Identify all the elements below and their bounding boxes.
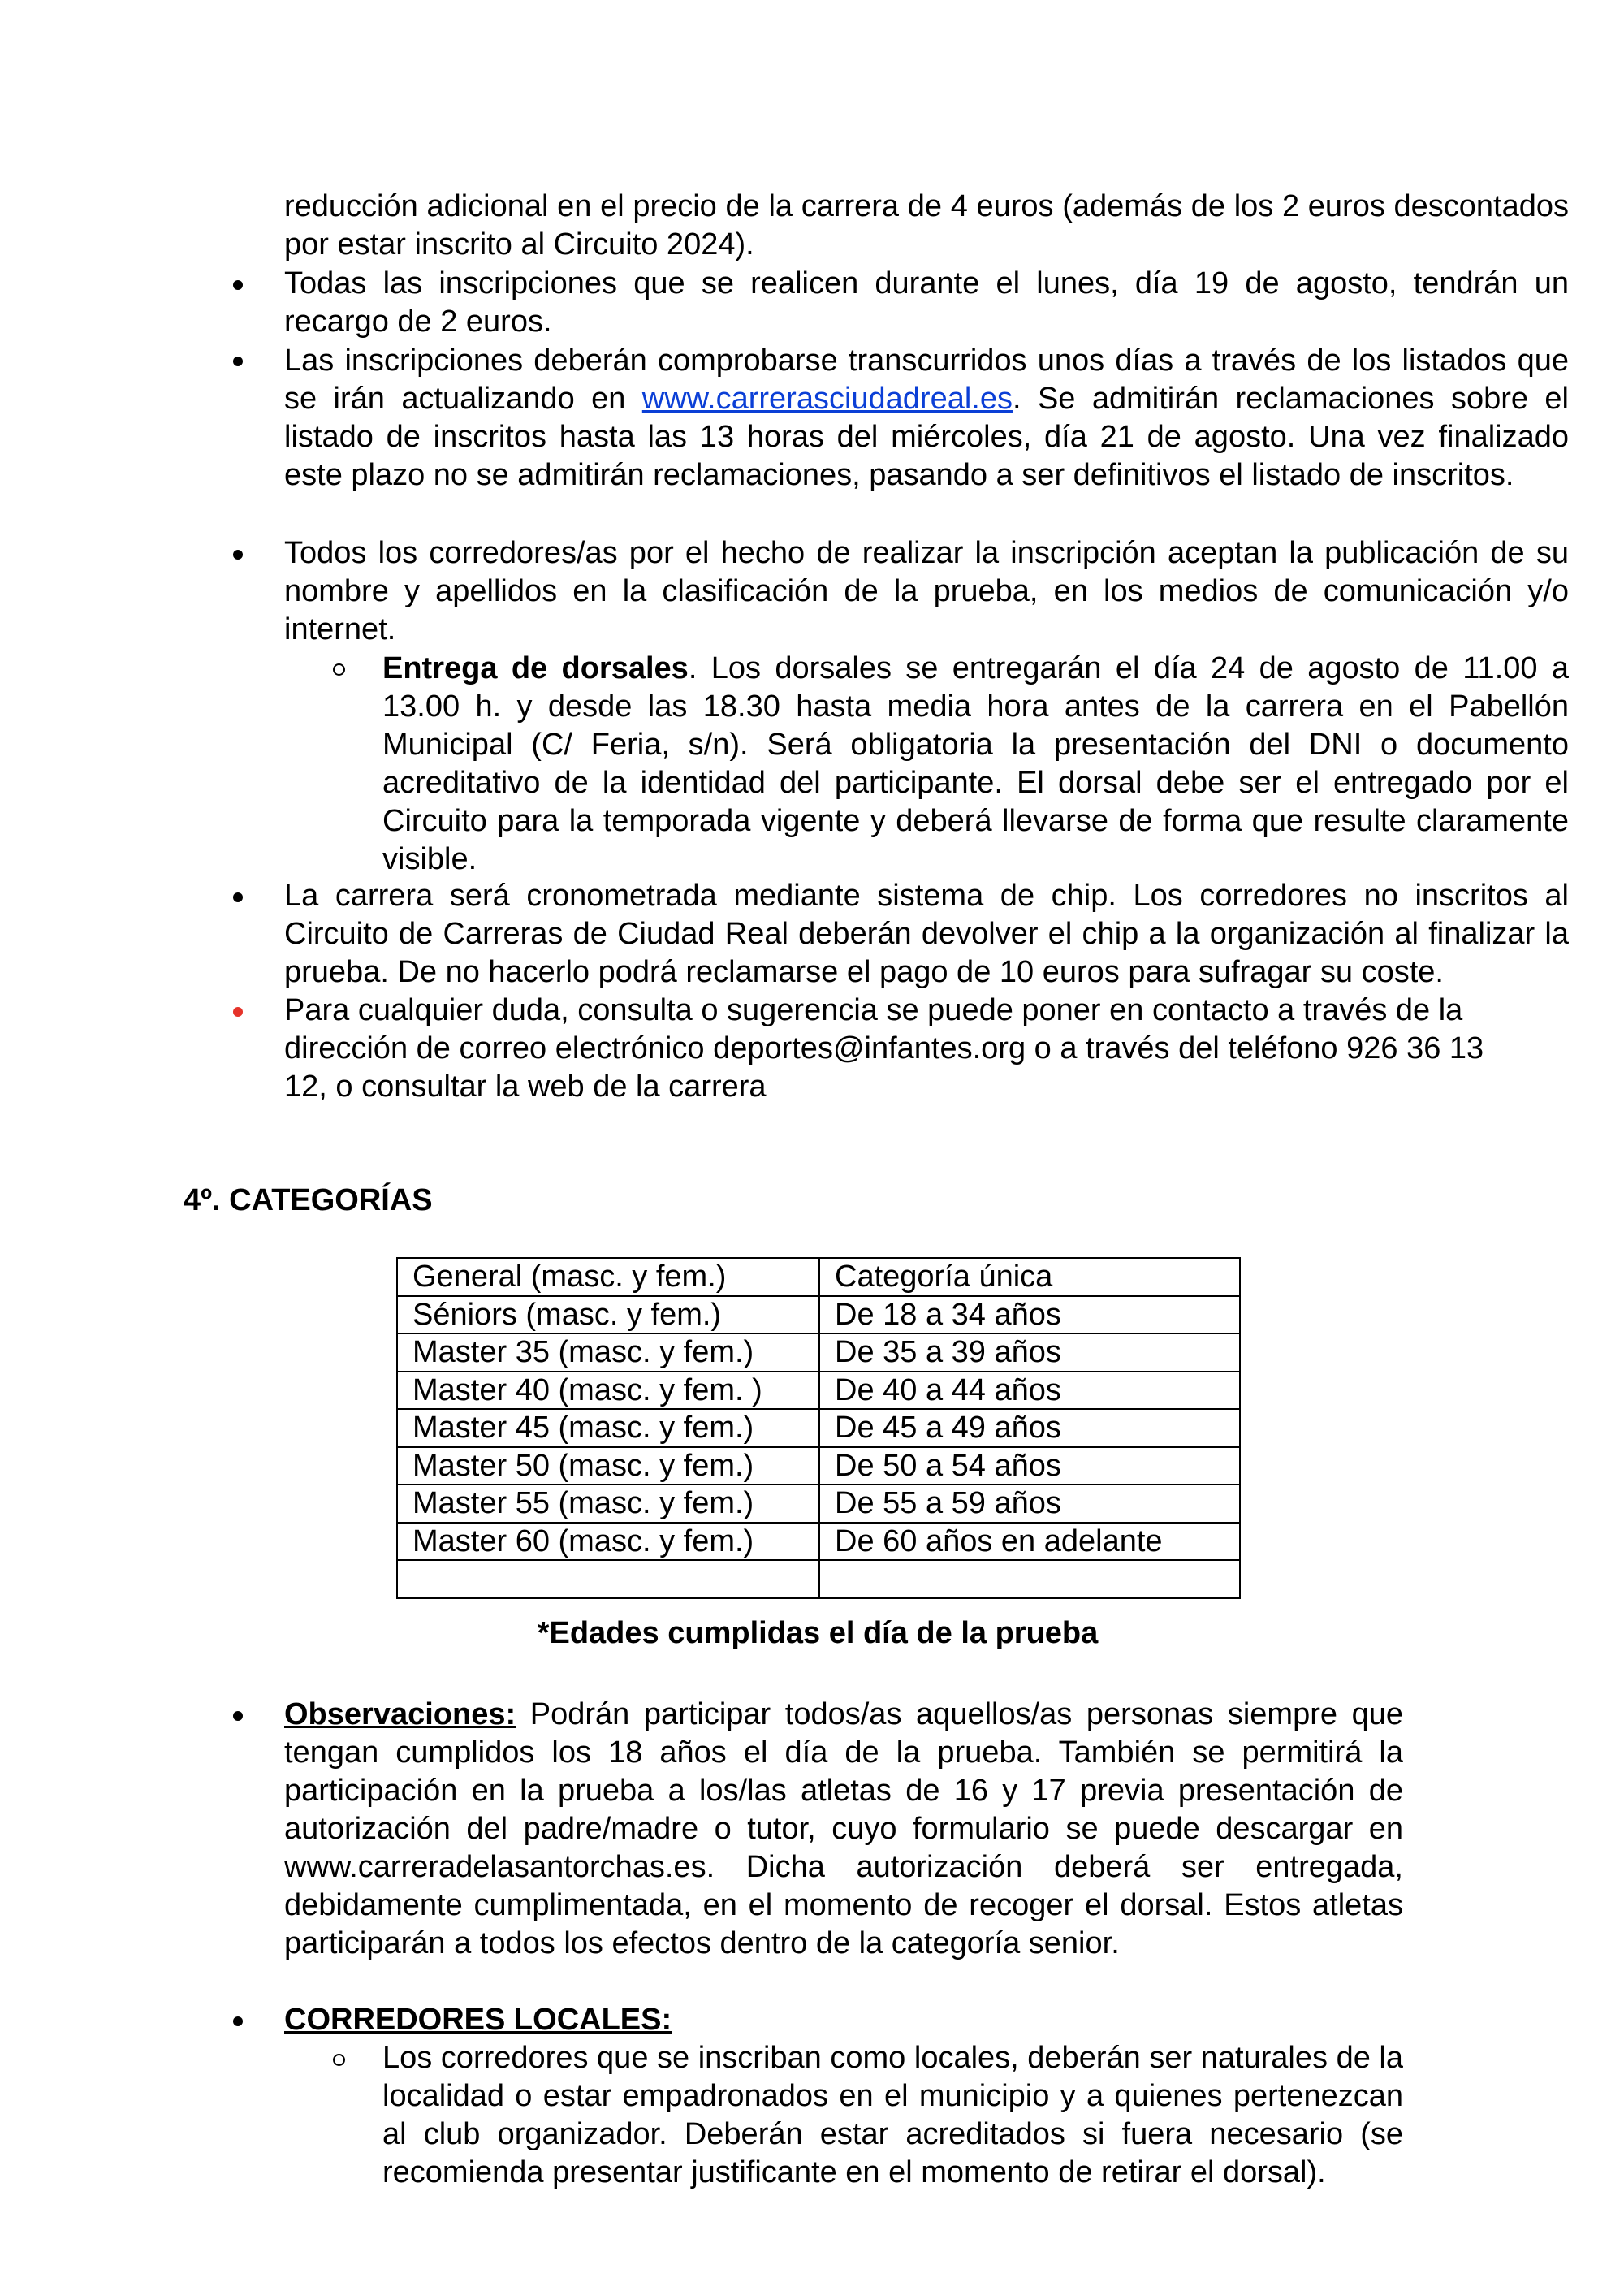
observaciones-title: Observaciones: — [284, 1697, 516, 1731]
bullet-icon — [233, 357, 243, 366]
contact-line-3: 12, o consultar la web de la carrera — [284, 1070, 767, 1104]
check-listings-text — [284, 342, 1569, 495]
category-age-cell: De 18 a 34 años — [819, 1296, 1240, 1334]
table-row — [397, 1296, 1240, 1334]
category-age-cell: De 60 años en adelante — [819, 1523, 1240, 1561]
category-age-cell — [819, 1560, 1240, 1598]
table-row — [397, 1258, 1240, 1296]
category-name-cell: Master 45 (masc. y fem.) — [397, 1409, 819, 1447]
contact-email[interactable]: deportes@infantes.org — [713, 1031, 1026, 1065]
category-name-cell: General (masc. y fem.) — [397, 1258, 819, 1296]
categories-table — [396, 1257, 1241, 1599]
circle-bullet-icon — [333, 663, 345, 676]
dorsales-body: . Los dorsales se entregarán el día 24 de agosto de 11.00 a 13.00 h. y desde las 18.30 hasta media hora antes de la carrera en el Pabellón Municipal (C/ Feria, s/n). Será obligatoria la presentación del DNI o documento acreditativo de la identidad del participante. El dorsal debe ser el entregado por el Circuito para la temporada vigente y deberá llevarse de forma que resulte claramente visible. — [382, 651, 1569, 876]
category-name-cell: Master 40 (masc. y fem. ) — [397, 1372, 819, 1410]
table-row — [397, 1447, 1240, 1485]
list-item-dorsales — [382, 650, 1569, 879]
bullet-icon — [233, 1711, 243, 1721]
category-age-cell: Categoría única — [819, 1258, 1240, 1296]
monday-text: Todas las inscripciones que se realicen durante el lunes, día 19 de agosto, tendrán un recargo de 2 euros. — [284, 266, 1569, 339]
category-name-cell: Séniors (masc. y fem.) — [397, 1296, 819, 1334]
list-item-locales — [284, 2001, 1403, 2039]
table-row — [397, 1409, 1240, 1447]
category-name-cell — [397, 1560, 819, 1598]
publication-text: Todos los corredores/as por el hecho de realizar la inscripción aceptan la publicación de su nombre y apellidos en la clasificación de la prueba, en los medios de comunicación y/o internet. — [284, 536, 1569, 646]
contact-line-1: Para cualquier duda, consulta o sugerencia se puede poner en contacto a través de la — [284, 993, 1463, 1027]
red-bullet-icon — [233, 1007, 243, 1017]
contact-line-2-post: o a través del teléfono 926 36 13 — [1026, 1031, 1484, 1065]
table-row — [397, 1333, 1240, 1372]
table-row — [397, 1485, 1240, 1523]
check-pre-text: Las inscripciones deberán comprobarse transcurridos unos días a través de los listados que se irán actualizando en — [284, 344, 1569, 416]
locales-text: Los corredores que se inscriban como locales, deberán ser naturales de la localidad o estar empadronados en el municipio y a quienes pertenezcan al club organizador. Deberán estar acreditados si fuera necesario (se recomienda presentar justificante en el momento de retirar el dorsal). — [382, 2041, 1403, 2189]
locales-title-line — [284, 2001, 1403, 2039]
table-row — [397, 1372, 1240, 1410]
list-item-monday — [284, 265, 1569, 341]
list-item-chip — [284, 877, 1569, 992]
category-name-cell: Master 50 (masc. y fem.) — [397, 1447, 819, 1485]
list-item-observaciones — [284, 1696, 1403, 1963]
list-item-publication — [284, 534, 1569, 649]
carreras-ciudad-real-link[interactable]: www.carrerasciudadreal.es — [641, 382, 1013, 416]
category-name-cell: Master 60 (masc. y fem.) — [397, 1523, 819, 1561]
check-post-text: . Se admitirán reclamaciones sobre el listado de inscritos hasta las 13 horas del miércoles, día 21 de agosto. Una vez finalizado este plazo no se admitirán reclamaciones, pasando a ser definitivos el listado de inscritos. — [284, 382, 1569, 492]
chip-text: La carrera será cronometrada mediante sistema de chip. Los corredores no inscritos al Circuito de Carreras de Ciudad Real deberán devolver el chip a la organización al finalizar la prueba. De no hacerlo podrá reclamarse el pago de 10 euros para sufragar su coste. — [284, 879, 1569, 989]
bullet-icon — [233, 550, 243, 560]
category-name-cell: Master 55 (masc. y fem.) — [397, 1485, 819, 1523]
locales-title: CORREDORES LOCALES: — [284, 2003, 672, 2037]
category-name-cell: Master 35 (masc. y fem.) — [397, 1333, 819, 1372]
intro-text: reducción adicional en el precio de la carrera de 4 euros (además de los 2 euros descontados por estar inscrito al Circuito 2024). — [284, 189, 1569, 261]
circle-bullet-icon — [333, 2054, 345, 2066]
bullet-icon — [233, 280, 243, 290]
bullet-icon — [233, 2016, 243, 2026]
bullet-icon — [233, 892, 243, 902]
table-row — [397, 1523, 1240, 1561]
table-row-empty — [397, 1560, 1240, 1598]
category-age-cell: De 45 a 49 años — [819, 1409, 1240, 1447]
intro-paragraph — [284, 188, 1569, 264]
observaciones-text — [284, 1696, 1403, 1963]
contact-line-2-pre: dirección de correo electrónico — [284, 1031, 714, 1065]
list-item-contact — [284, 992, 1583, 1106]
observaciones-body: Podrán participar todos/as aquellos/as personas siempre que tengan cumplidos los 18 años el día de la prueba. También se permitirá la participación en la prueba a los/las atletas de 16 y 17 previa presentación de autorización del padre/madre o tutor, cuyo formulario se puede descargar en www.carreradelasantorchas.es. Dicha autorización deberá ser entregada, debidamente cumplimentada, en el momento de recoger el dorsal. Estos atletas participarán a todos los efectos dentro de la categoría senior. — [284, 1697, 1403, 1960]
ages-note: *Edades cumplidas el día de la prueba — [537, 1616, 1099, 1650]
category-age-cell: De 35 a 39 años — [819, 1333, 1240, 1372]
list-item-locales-detail — [382, 2039, 1403, 2192]
dorsales-text — [382, 650, 1569, 879]
category-age-cell: De 55 a 59 años — [819, 1485, 1240, 1523]
list-item-check-listings — [284, 342, 1569, 495]
section-heading-categorias: 4º. CATEGORÍAS — [184, 1183, 433, 1217]
category-age-cell: De 50 a 54 años — [819, 1447, 1240, 1485]
category-age-cell: De 40 a 44 años — [819, 1372, 1240, 1410]
dorsales-title: Entrega de dorsales — [382, 651, 689, 685]
contact-line-2 — [284, 1030, 1583, 1068]
